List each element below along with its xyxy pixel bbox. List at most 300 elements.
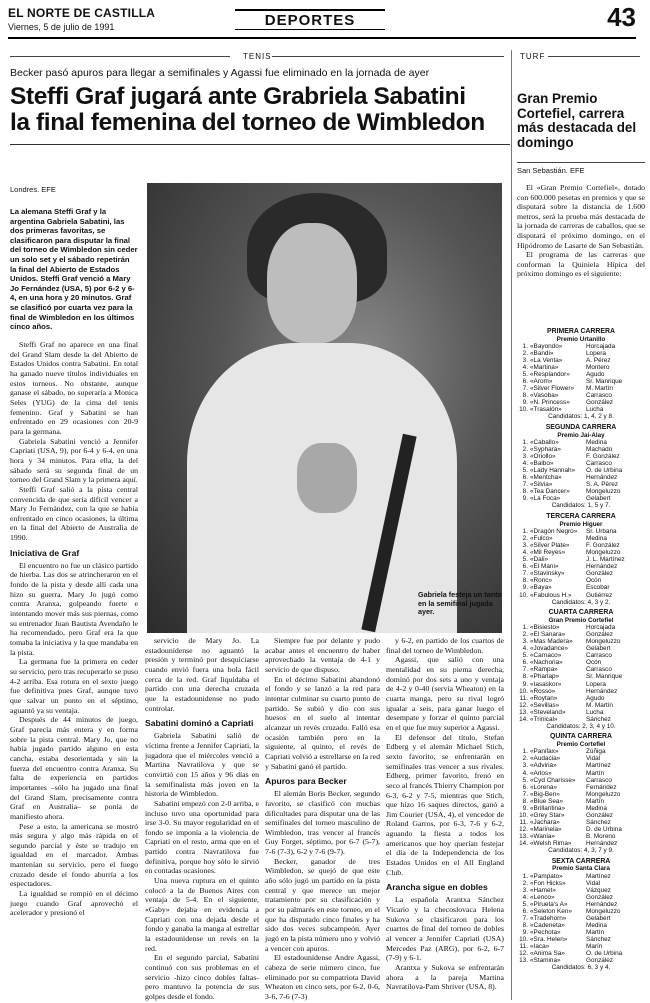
- race-title: CUARTA CARRERA: [548, 609, 614, 617]
- horse-name: «Dali»: [530, 556, 549, 564]
- entry-number: 9.: [522, 495, 528, 503]
- jockey-name: González: [586, 631, 613, 639]
- issue-date: Viernes, 5 de julio de 1991: [8, 22, 115, 32]
- entry-number: 13.: [519, 957, 528, 965]
- horse-name: «Fabulous H.»: [530, 591, 572, 599]
- entry-number: 2.: [522, 631, 528, 639]
- entry-number: 7.: [522, 481, 528, 489]
- race-entry: [517, 840, 645, 847]
- article-headline: [10, 84, 510, 136]
- race-entry: [517, 446, 645, 453]
- jockey-name: Martínez: [586, 762, 611, 770]
- entry-number: 2.: [522, 755, 528, 763]
- paragraph: Sabatini empezó con 2-0 arriba, e incluso tuvo una oportunidad para irse 3-0. Su mayor regularidad en el fondo se imponía a la violencia de Capriati en el resto, arma que en el partido contra Navratilova fue definitiva, porque hoy sólo le sirvió en contadas ocasiones.: [145, 798, 259, 876]
- body-column-3: [265, 636, 380, 1002]
- jockey-name: M. Martín: [586, 385, 613, 393]
- entry-number: 1.: [522, 624, 528, 632]
- horse-name: «Panifax»: [530, 748, 559, 756]
- entry-number: 6.: [522, 563, 528, 571]
- entry-number: 4.: [522, 645, 528, 653]
- entry-number: 3.: [522, 762, 528, 770]
- race-subtitle: Premio Jai-Alay: [557, 431, 605, 439]
- race-entry: [517, 784, 645, 791]
- race-entry: [517, 833, 645, 840]
- horse-name: «Big-Ben»: [530, 790, 560, 798]
- entry-number: 4.: [522, 769, 528, 777]
- race-entry: [517, 957, 645, 964]
- paragraph: La germana fue la primera en ceder su servicio, pero tras recuperarlo se puso 4-2 arriba. Esa rotura en el sexto juego fue definitiva pues Graf, aunque tuvo que salvar un punto en el séptimo, aguantó ya su ventaja.: [10, 657, 138, 715]
- horse-name: «Pampato»: [530, 872, 563, 880]
- entry-number: 9.: [522, 804, 528, 812]
- entry-number: 3.: [522, 357, 528, 365]
- entry-number: 12.: [519, 950, 528, 958]
- entry-number: 11.: [519, 943, 528, 951]
- jockey-name: Machado: [586, 446, 613, 454]
- masthead: EL NORTE DE CASTILLA: [8, 6, 156, 20]
- horse-name: «El Mani»: [530, 563, 559, 571]
- entry-number: 7.: [522, 570, 528, 578]
- jockey-name: Horcajada: [586, 624, 616, 632]
- tenis-rule-left: [10, 56, 230, 57]
- entry-number: 5.: [522, 776, 528, 784]
- horse-name: «Fon Hicks»: [530, 879, 566, 887]
- paragraph: Siempre fue por delante y pudo acabar antes el encuentro de haber aprovechado la ventaja de 4-1 y servicio de que dispuso.: [265, 636, 380, 674]
- race-entry: [517, 709, 645, 716]
- entry-number: 10.: [519, 591, 528, 599]
- race-entry: [517, 392, 645, 399]
- race-entry: [517, 624, 645, 631]
- race-candidates: Candidatos: 4, 3 y 2.: [551, 598, 611, 606]
- entry-number: 5.: [522, 371, 528, 379]
- article-kicker: Becker pasó apuros para llegar a semifinales y Agassi fue eliminado en la jornada de ayer: [10, 67, 430, 79]
- race-entry: [517, 929, 645, 936]
- race-subtitle: Premio Urtanillo: [556, 335, 606, 343]
- jockey-name: Gelabert: [586, 914, 611, 922]
- race-program: [517, 328, 645, 975]
- jockey-name: González: [586, 893, 613, 901]
- entry-number: 14.: [519, 840, 528, 847]
- race-entry: [517, 488, 645, 495]
- turf-body: [517, 183, 645, 279]
- jockey-name: Horcajada: [586, 343, 616, 350]
- entry-number: 14.: [519, 715, 528, 723]
- race-entry: [517, 943, 645, 950]
- jockey-name: O. de Urbina: [586, 950, 623, 958]
- horse-name: «Roytan»: [530, 694, 558, 702]
- race-entry: [517, 453, 645, 460]
- horse-name: «Arom»: [530, 378, 553, 386]
- entry-number: 7.: [522, 385, 528, 393]
- horse-name: «Lenco»: [530, 893, 555, 901]
- jockey-name: F. González: [586, 453, 620, 461]
- entry-number: 1.: [522, 748, 528, 756]
- race-entry: [517, 915, 645, 922]
- horse-name: «Lady Hannah»: [530, 467, 576, 475]
- race-entry: [517, 762, 645, 769]
- jockey-name: Lopera: [586, 350, 606, 358]
- paragraph: El alemán Boris Becker, segundo favorito, se clasificó con muchas dificultades para disputar una de las semifinales del torneo masculino de Wimbledon, tras vencer al francés Guy Forget, séptimo, por 6-7 (5-7), 7-6 (7-3), 6-2 y 7-6 (9-7).: [265, 789, 380, 857]
- horse-name: «Sra. Helen»: [530, 936, 568, 944]
- paragraph: Steffi Graf no aparece en una final del Grand Slam desde la del Abierto de Estados Unidos contra Sabatini. En total ha ganado nueve títulos individuales en estos torneos. No obstante, aunque ganase el sábado, no superaría a Monica Seles (YUG) de la cima del tenis femenino. Graf y Sabatini se han enfrentado en 29 ocasiones con 20-9 para la germana.: [10, 340, 138, 436]
- horse-name: «Wania»: [530, 832, 555, 840]
- race-entry: [517, 880, 645, 887]
- horse-name: «Grey Star»: [530, 811, 565, 819]
- race-entry: [517, 577, 645, 584]
- jockey-name: González: [586, 811, 613, 819]
- body-column-2: [145, 636, 259, 1002]
- horse-name: «Audacia»: [530, 755, 561, 763]
- entry-number: 10.: [519, 406, 528, 414]
- race-candidates: Candidatos: 4, 3, 7 y 9.: [548, 847, 614, 855]
- paragraph: El estadounidense Andre Agassi, cabeza de serie número cinco, fue eliminado por su compatriota David Wheaton en cinco sets, por 6-2, 0-6, 3-6, 7-6 (7-3): [265, 953, 380, 1001]
- section-title: DEPORTES: [235, 9, 385, 30]
- race-subtitle: Premio Higuer: [559, 520, 603, 528]
- race-candidates: Candidatos: 1, 4, 2 y 8.: [548, 413, 614, 421]
- race-entry: [517, 666, 645, 673]
- jockey-name: Lopera: [586, 680, 606, 688]
- jockey-name: Sánchez: [586, 818, 611, 826]
- race-entry: [517, 748, 645, 755]
- entry-number: 6.: [522, 907, 528, 915]
- horse-name: «Pechota»: [530, 929, 561, 937]
- horse-name: «Tradehorn»: [530, 914, 567, 922]
- race-entry: [517, 467, 645, 474]
- race-entry: [517, 716, 645, 723]
- race-entry: [517, 702, 645, 709]
- article-photo: [147, 183, 502, 633]
- entry-number: 8.: [522, 488, 528, 496]
- entry-number: 7.: [522, 914, 528, 922]
- paragraph: La española Arantxa Sánchez Vicario y la checoslovaca Helena Sukova se clasificaron para los cuartos de final del torneo de dobles al vencer a Jennifer Capriati (USA) Mercedes Paz (ARG), por 6-2, 6-7 (7-9) y 6-1.: [386, 895, 504, 963]
- horse-name: «La Venta»: [530, 357, 563, 365]
- turf-rule: [548, 56, 640, 57]
- entry-number: 10.: [519, 936, 528, 944]
- race-candidates: Candidatos: 2, 3, 4 y 10.: [546, 722, 616, 730]
- jockey-name: Hernández: [586, 840, 618, 847]
- entry-number: 6.: [522, 474, 528, 482]
- race-entry: [517, 481, 645, 488]
- race-entry: [517, 695, 645, 702]
- horse-name: «Tea Dancer»: [530, 488, 570, 496]
- jockey-name: Carrasco: [586, 460, 612, 468]
- horse-name: «Silver Flower»: [530, 385, 575, 393]
- turf-headline-rule: [517, 162, 645, 163]
- jockey-name: B. Moreno: [586, 832, 616, 840]
- horse-name: «Iasaskor»: [530, 680, 562, 688]
- jockey-name: Mongeluzzo: [586, 549, 621, 557]
- entry-number: 6.: [522, 659, 528, 667]
- jockey-name: Montero: [586, 364, 610, 372]
- race-entry: [517, 631, 645, 638]
- race-entry: [517, 805, 645, 812]
- jockey-name: J. L. Martínez: [586, 556, 625, 564]
- entry-number: 9.: [522, 929, 528, 937]
- horse-name: «Jovadance»: [530, 645, 569, 653]
- jockey-name: S. A. Pérez: [586, 481, 618, 489]
- entry-number: 5.: [522, 652, 528, 660]
- jockey-name: Agudo: [586, 371, 605, 379]
- horse-name: «Brillantina»: [530, 804, 566, 812]
- jockey-name: Sr. Manrique: [586, 673, 623, 681]
- jockey-name: Medina: [586, 921, 607, 929]
- paragraph: La igualdad se rompió en el décimo juego cuando Graf aprovechó el acelerador y presionó el: [10, 889, 138, 918]
- entry-number: 4.: [522, 893, 528, 901]
- race-entry: [517, 681, 645, 688]
- jockey-name: Ocón: [586, 577, 602, 585]
- page-number: 43: [607, 2, 636, 32]
- race-block: [517, 328, 645, 421]
- horse-name: «Bayondo»: [530, 343, 563, 350]
- jockey-name: Mongeluzzo: [586, 638, 621, 646]
- horse-name: «Silvia»: [530, 481, 553, 489]
- turf-headline: Gran Premio Cortefiel, carrera más destacada del domingo: [517, 91, 637, 150]
- entry-number: 9.: [522, 584, 528, 592]
- jockey-name: Mongeluzzo: [586, 907, 621, 915]
- paragraph: El «Gran Premio Cortefiel», dotado con 600.000 pesetas en premios y que se disputará sobre la distancia de 1.600 metros, será la prueba más destacada de la jornada de carreras de caballos, que se disputará el próximo domingo, en el Hipódromo de Lasarte de San Sebastián.: [517, 183, 645, 250]
- horse-name: «Rosso»: [530, 687, 556, 695]
- entry-number: 2.: [522, 350, 528, 358]
- headline-line-1: Steffi Graf jugará ante Grabriela Sabatini: [10, 83, 466, 110]
- race-entry: [517, 812, 645, 819]
- race-block: [517, 858, 645, 972]
- subheading: Apuros para Becker: [265, 776, 347, 787]
- jockey-name: Mongeluzzo: [586, 790, 621, 798]
- race-candidates: Candidatos: 6, 3 y 4.: [551, 964, 611, 972]
- entry-number: 8.: [522, 797, 528, 805]
- race-entry: [517, 901, 645, 908]
- race-entry: [517, 922, 645, 929]
- entry-number: 7.: [522, 666, 528, 674]
- horse-name: «Seleton Ken»: [530, 907, 572, 915]
- jockey-name: Lucha: [586, 708, 604, 716]
- horse-name: «Pharlap»: [530, 673, 560, 681]
- headline-rule: [10, 144, 510, 145]
- entry-number: 1.: [522, 872, 528, 880]
- race-entry: [517, 638, 645, 645]
- horse-name: «La Foca»: [530, 495, 561, 503]
- jockey-name: Martínez: [586, 872, 611, 880]
- entry-number: 4.: [522, 460, 528, 468]
- race-title: TERCERA CARRERA: [546, 513, 616, 521]
- horse-name: «Dragón Negro»: [530, 528, 578, 536]
- horse-name: «Balbo»: [530, 460, 554, 468]
- paragraph: El encuentro no fue un clásico partido de hierba. Las dos se atrincheraron en el fondo de la pista y desde allí cada una hizo su guerra. Mary Jo jugó como contra Aranxa, golpeando fuerte e intentando mover más sus piernas, como su entrenador Juan Bautista Avendaño le ha recomendado, pero Graf era la que tomaba la iniciativa y la que mandaba en la pista.: [10, 560, 138, 657]
- race-entry: [517, 887, 645, 894]
- paragraph: Una nueva ruptura en el quinto colocó a la de Buenos Aires con ventaja de 5-4. En el siguiente, «Gaby» dejaba en evidencia a Capriati con una dejada desde el fondo y ganaba la manga al estrellar la estadounidense un revés en la red.: [145, 876, 259, 953]
- horse-name: «Trinical»: [530, 715, 558, 723]
- jockey-name: González: [586, 957, 613, 965]
- horse-name: «Hamet»: [530, 886, 556, 894]
- turf-label: TURF: [520, 52, 546, 61]
- entry-number: 5.: [522, 467, 528, 475]
- jockey-name: Gelabert: [586, 495, 611, 503]
- jockey-name: Agudo: [586, 694, 605, 702]
- entry-number: 2.: [522, 879, 528, 887]
- paragraph: Steffi Graf salió a la pista central convencida de que sería difícil vencer a Mary Jo Fernández, con la que se había enfrentado en cinco ocasiones, la última en la final del Abierto de Australia de 1990.: [10, 484, 138, 543]
- entry-number: 4.: [522, 549, 528, 557]
- race-title: SEXTA CARRERA: [551, 857, 611, 865]
- body-column-1: [10, 340, 138, 918]
- photo-caption: Gabriela festeja un tanto en la semifinal jugada ayer.: [418, 590, 502, 616]
- horse-name: «N. Princess»: [530, 399, 570, 407]
- race-entry: [517, 371, 645, 378]
- jockey-name: Martín: [586, 797, 605, 805]
- entry-number: 5.: [522, 556, 528, 564]
- horse-name: «Cyd Charisse»: [530, 776, 576, 784]
- race-entry: [517, 378, 645, 385]
- jockey-name: Vázquez: [586, 886, 611, 894]
- jockey-name: Sr. Urbana: [586, 528, 617, 536]
- paragraph: En el segundo parcial, Sabatini continuó con sus problemas en el servicio -hizo cinco dobles faltas- pero mantuvo la potencia de sus golpes desde el fondo.: [145, 953, 259, 1001]
- article-summary: La alemana Steffi Graf y la argentina Gabriela Sabatini, las dos primeras favoritas, se clasificaron para disputar la final del torneo de Wimbledon sin ceder un solo set y el sábado repetirán la final del Abierto de Estados Unidos. Steffi Graf venció a Mary Jo Fernández (USA, 5) por 6-2 y 6-4, en una hora y 20 minutos. Graf se clasificó por cuarta vez para la final de Wimbledon en los últimos cinco años.: [10, 207, 138, 332]
- entry-number: 1.: [522, 528, 528, 536]
- article-dateline: Londres. EFE: [10, 185, 56, 194]
- entry-number: 8.: [522, 577, 528, 585]
- paragraph: Pese a esto, la americana se mostró más segura y algo más rápida en el segundo parcial y éste se tradujo en igualdad en el marcador. Ambas mantenían su servicio, pero el fuego cruzado desde el fondo aburría a los espectadores.: [10, 821, 138, 889]
- race-entry: [517, 819, 645, 826]
- entry-number: 8.: [522, 673, 528, 681]
- entry-number: 11.: [519, 694, 528, 702]
- jockey-name: Medina: [586, 439, 607, 447]
- entry-number: 3.: [522, 542, 528, 550]
- horse-name: «Caballo»: [530, 439, 559, 447]
- entry-number: 12.: [519, 701, 528, 709]
- horse-name: «Bandi»: [530, 350, 554, 358]
- jockey-name: Carrasco: [586, 776, 612, 784]
- subheading: Sabatini dominó a Capriati: [145, 718, 254, 729]
- entry-number: 3.: [522, 886, 528, 894]
- horse-name: «Trasalón»: [530, 406, 562, 414]
- race-entry: [517, 399, 645, 406]
- entry-number: 1.: [522, 439, 528, 447]
- race-entry: [517, 535, 645, 542]
- jockey-name: Hernández: [586, 900, 618, 908]
- race-entry: [517, 385, 645, 392]
- race-block: [517, 513, 645, 606]
- paragraph: y 6-2, en partido de los cuartos de final del torneo de Wimbledon.: [386, 636, 504, 655]
- race-entry: [517, 563, 645, 570]
- jockey-name: Ocón: [586, 659, 602, 667]
- entry-number: 4.: [522, 364, 528, 372]
- subheading: Arancha sigue en dobles: [386, 882, 488, 893]
- jockey-name: A. Pérez: [586, 357, 611, 365]
- jockey-name: M. Martín: [586, 701, 613, 709]
- jockey-name: Fernández: [586, 783, 617, 791]
- jockey-name: González: [586, 570, 613, 578]
- race-entry: [517, 592, 645, 599]
- entry-number: 3.: [522, 453, 528, 461]
- jockey-name: F. González: [586, 542, 620, 550]
- entry-number: 1.: [522, 343, 528, 350]
- race-subtitle: Premio Santa Clara: [552, 865, 610, 873]
- race-entry: [517, 357, 645, 364]
- race-subtitle: Gran Premio Cortefiel: [548, 616, 614, 624]
- jockey-name: Martín: [586, 769, 605, 777]
- race-entry: [517, 439, 645, 446]
- race-title: PRIMERA CARRERA: [547, 328, 615, 335]
- entry-number: 6.: [522, 378, 528, 386]
- horse-name: «Syphara»: [530, 446, 561, 454]
- jockey-name: Gelabert: [586, 645, 611, 653]
- jockey-name: D. de Urbina: [586, 825, 622, 833]
- tenis-label: TENIS: [243, 52, 272, 61]
- entry-number: 6.: [522, 783, 528, 791]
- entry-number: 10.: [519, 811, 528, 819]
- horse-name: «Ronc»: [530, 577, 553, 585]
- entry-number: 2.: [522, 535, 528, 543]
- horse-name: «Martina»: [530, 364, 559, 372]
- horse-name: «Oriollo»: [530, 453, 556, 461]
- horse-name: «Lorena»: [530, 783, 558, 791]
- race-entry: [517, 584, 645, 591]
- race-entry: [517, 908, 645, 915]
- horse-name: «Marinela»: [530, 825, 562, 833]
- race-entry: [517, 556, 645, 563]
- entry-number: 9.: [522, 399, 528, 407]
- horse-name: «Jachara»: [530, 818, 560, 826]
- jockey-name: Gutiérrez: [586, 591, 613, 599]
- jockey-name: González: [586, 399, 613, 407]
- entry-number: 2.: [522, 446, 528, 454]
- horse-name: «Adviria»: [530, 762, 557, 770]
- horse-name: «Iaca»: [530, 943, 550, 951]
- paragraph: Gabriela Sabatini venció a Jennifer Capriati (USA, 9), por 6-4 y 6-4, en una hora y 34 minutos. Para ella, la del sábado será su segunda final de un torneo del Grand Slam y la primera aquí.: [10, 436, 138, 485]
- horse-name: «Vasoba»: [530, 392, 559, 400]
- race-entry: [517, 652, 645, 659]
- entry-number: 3.: [522, 638, 528, 646]
- race-entry: [517, 460, 645, 467]
- race-entry: [517, 542, 645, 549]
- subheading: Iniciativa de Graf: [10, 547, 80, 558]
- jockey-name: Sr. Manrique: [586, 378, 623, 386]
- horse-name: «Steveland»: [530, 708, 566, 716]
- jockey-name: Vidal: [586, 879, 601, 887]
- horse-name: «Pirueta's A»: [530, 900, 568, 908]
- jockey-name: Hernández: [586, 563, 618, 571]
- horse-name: «Mas Madera»: [530, 638, 573, 646]
- jockey-name: Mongeluzzo: [586, 488, 621, 496]
- jockey-name: Sánchez: [586, 936, 611, 944]
- jockey-name: Medina: [586, 804, 607, 812]
- column-divider: [511, 50, 512, 1000]
- horse-name: «Stamina»: [530, 957, 561, 965]
- race-entry: [517, 936, 645, 943]
- tenis-rule-right: [272, 56, 504, 57]
- entry-number: 10.: [519, 687, 528, 695]
- paragraph: Arantxa y Sukova se enfrentarán ahora a la pareja Martina Navratilova-Pam Shriver (USA, 8).: [386, 963, 504, 992]
- race-block: [517, 733, 645, 854]
- horse-name: «Resplandor»: [530, 371, 570, 379]
- photo-fist: [297, 443, 357, 513]
- entry-number: 7.: [522, 790, 528, 798]
- jockey-name: Medina: [586, 535, 607, 543]
- horse-name: «Fulco»: [530, 535, 553, 543]
- race-entry: [517, 777, 645, 784]
- paragraph: servicio de Mary Jo. La estadounidense no aguantó la presión y terminó por desquiciarse cuando envió fuera una bola fácil cerca de la red. Graf liquidaba el partido con una derecha cruzada que la estadounidense no pudo controlar.: [145, 636, 259, 713]
- race-entry: [517, 570, 645, 577]
- horse-name: «Silver Plate»: [530, 542, 570, 550]
- race-entry: [517, 495, 645, 502]
- jockey-name: Martín: [586, 929, 605, 937]
- race-entry: [517, 406, 645, 413]
- race-entry: [517, 364, 645, 371]
- entry-number: 5.: [522, 900, 528, 908]
- jockey-name: Carrasco: [586, 666, 612, 674]
- race-title: QUINTA CARRERA: [549, 733, 612, 741]
- race-entry: [517, 659, 645, 666]
- race-entry: [517, 798, 645, 805]
- jockey-name: Lucha: [586, 406, 604, 414]
